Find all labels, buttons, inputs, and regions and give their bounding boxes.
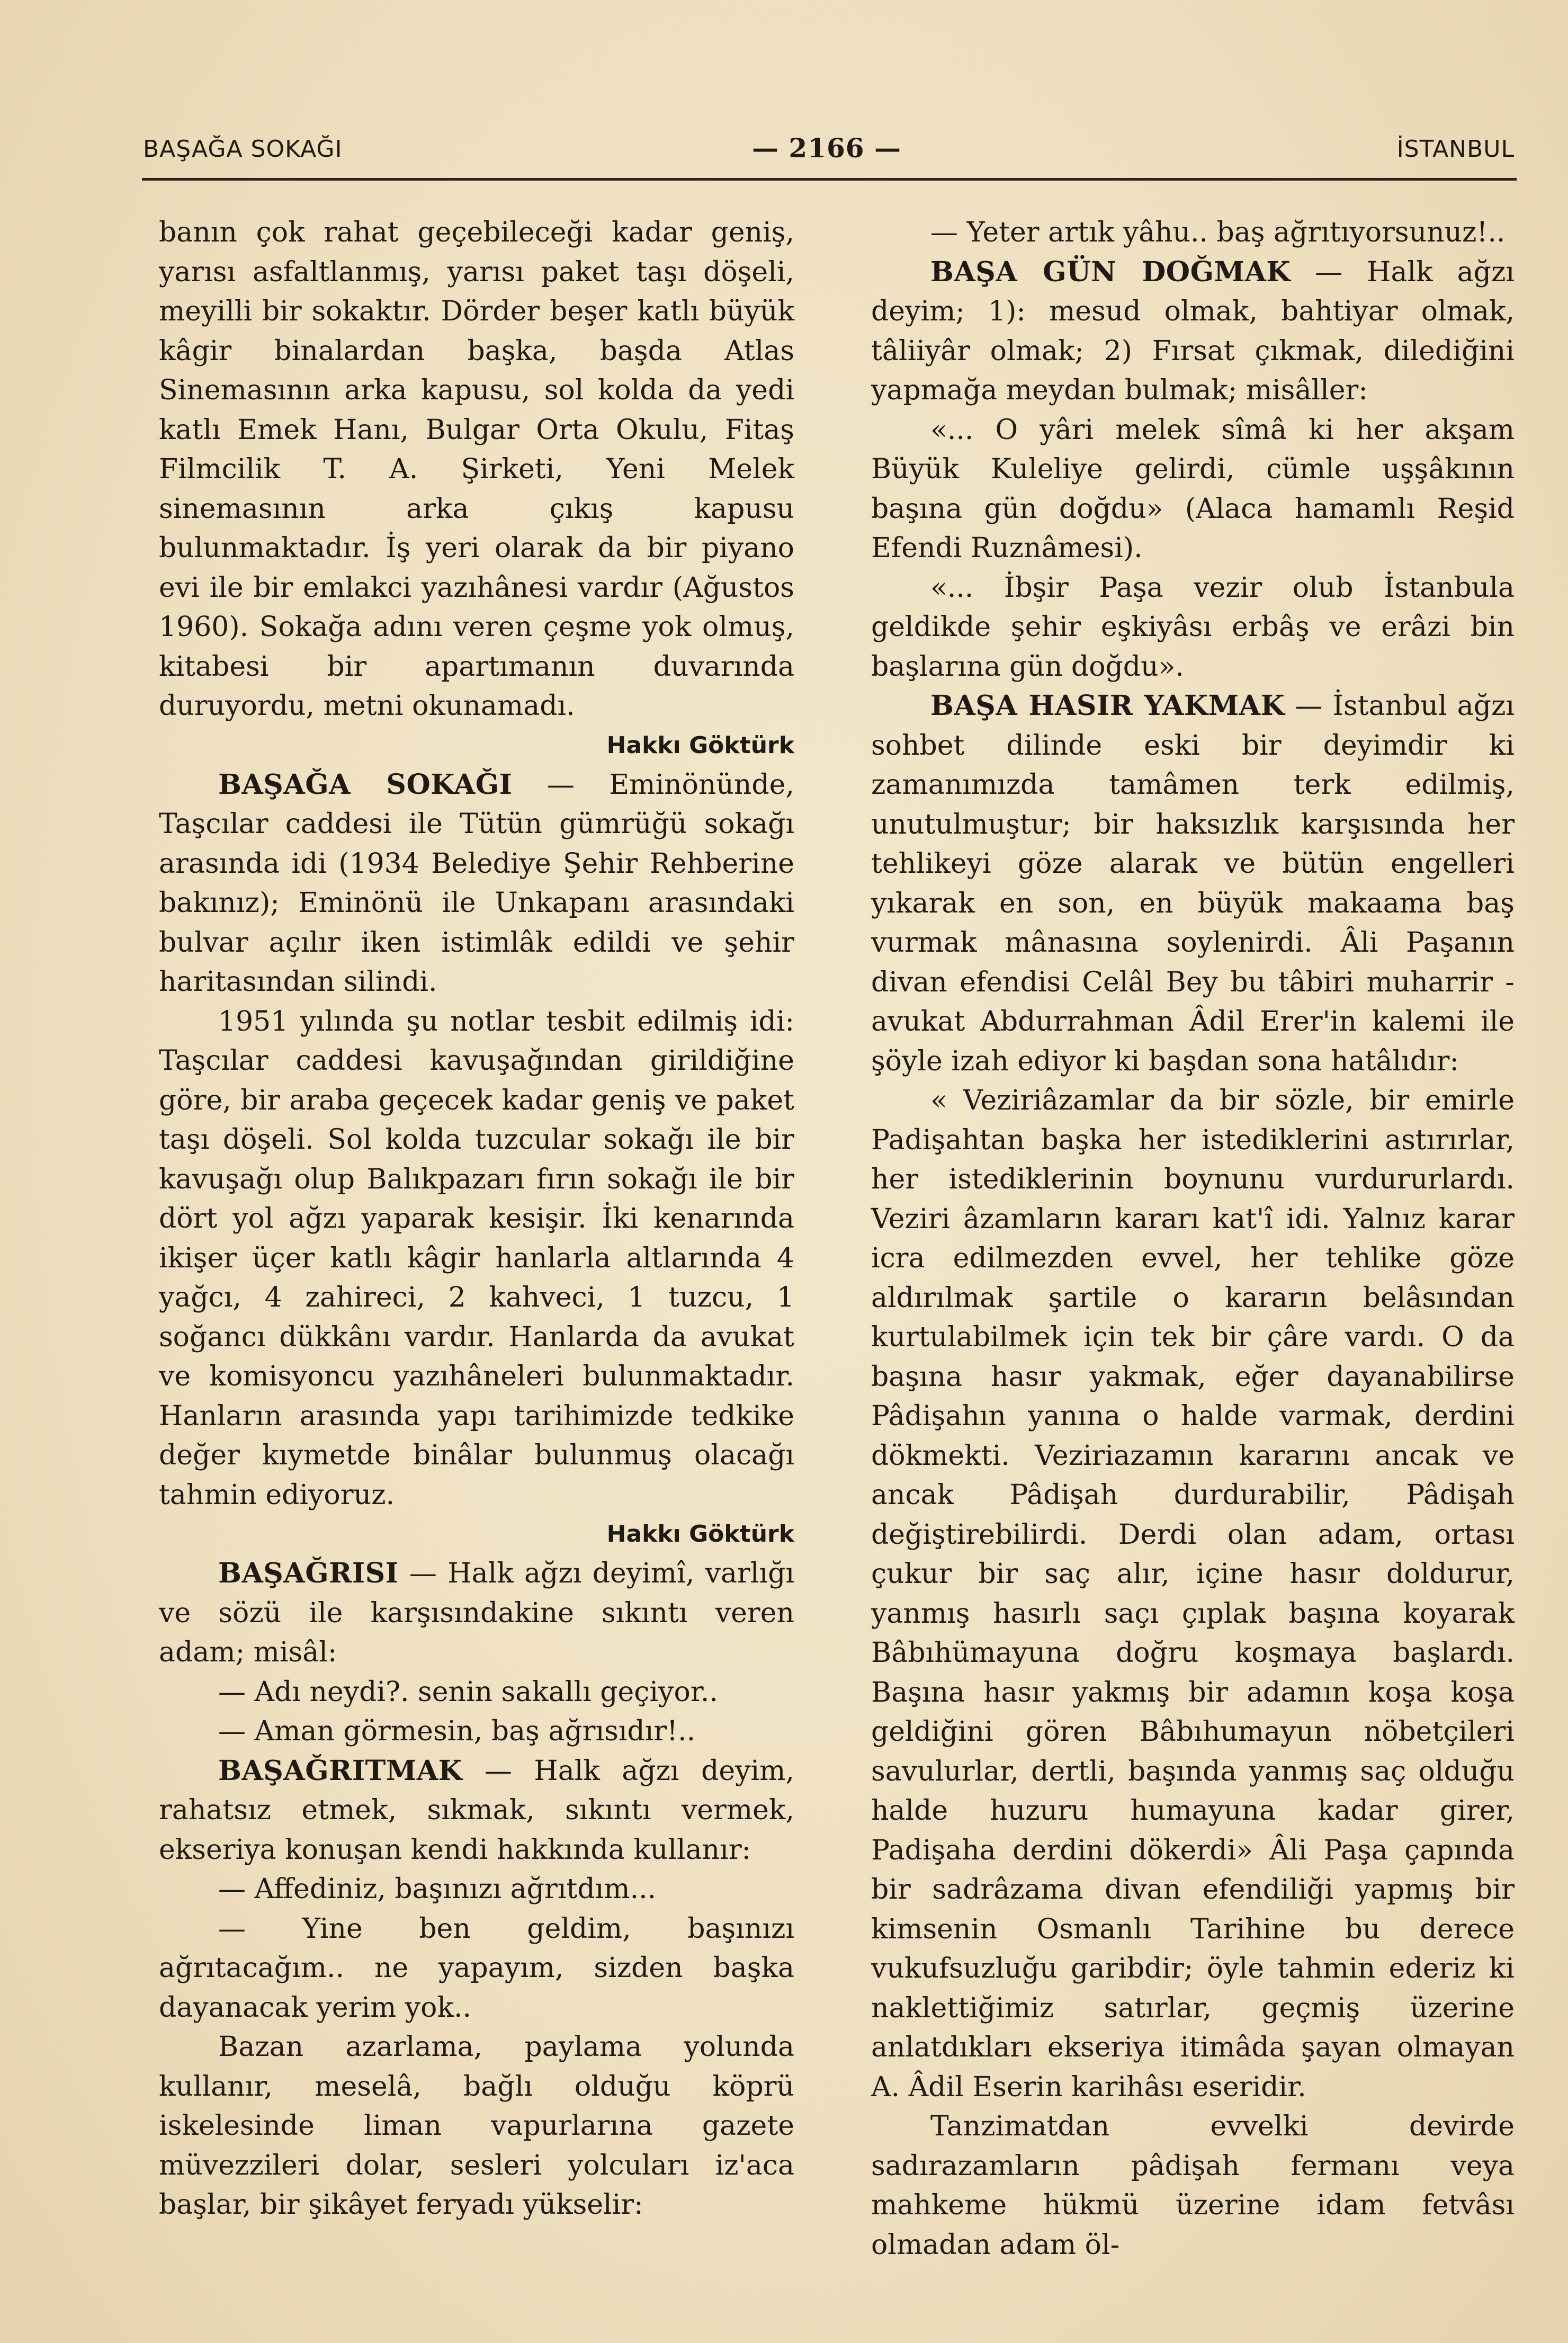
entry-basagritmak [159,1751,794,1870]
page-number: — 2166 — [752,132,901,164]
dialogue-line: — Affediniz, başınızı ağrıtdım... [218,1873,657,1905]
dialogue-line: — Yeter artık yâhu.. baş ağrıtıyorsunuz!.. [930,217,1506,248]
author-signature: Hakkı Göktürk [606,1521,794,1548]
entry-text: — Halk ağzı deyim, rahatsız etmek, sıkmak, sıkıntı vermek, ekseriya konuşan kendi hakkında kullanır: [159,1755,794,1866]
quotation: «... O yâri melek sîmâ ki her akşam Büyük Kuleliye gelirdi, cümle uşşâkının başına gün doğdu» (Alaca hamamlı Reşid Efendi Ruznâmesi). [871,414,1515,564]
dialogue-line: — Aman görmesin, baş ağrısıdır!.. [218,1715,696,1747]
author-signature: Hakkı Göktürk [606,731,794,759]
entry-basagrisi [159,1554,794,1673]
entry-basaga-sokagi [159,765,794,1002]
entry-basa-hasir-yakmak [871,686,1515,1081]
entry-text: — Halk ağzı deyim; 1): mesud olmak, bahtiyar olmak, tâliiyâr olmak; 2) Fırsat çıkmak, dilediğini yapmağa meydan bulmak; misâller: [871,256,1515,406]
entry-basa-gun-dogmak [871,253,1515,410]
dialogue-line: — Yine ben geldim, başınızı ağrıtacağım.. ne yapayım, sizden başka dayanacak yerim yok.. [159,1912,794,2024]
entry-text: — Eminönünde, Taşcılar caddesi ile Tütün gümrüğü sokağı arasında idi (1934 Belediye Şehir Rehberine bakınız); Eminönü ile Unkapanı arasındaki bulvar açılır iken istimlâk edildi ve şehir haritasından silindi. [159,768,794,998]
running-header [143,131,1515,174]
entry-term: BAŞAĞA SOKAĞI [218,768,513,801]
entry-term: BAŞAĞRISI [218,1557,399,1589]
header-rule [142,178,1517,181]
entry-text: — Halk ağzı deyimî, varlığı ve sözü ile karşısındakine sıkıntı veren adam; misâl: [159,1558,794,1668]
dialogue-line: — Adı neydi?. senin sakallı geçiyor.. [218,1676,718,1708]
quotation: « Veziriâzamlar da bir sözle, bir emirle Padişahtan başka her istediklerini astırırlar, her istediklerinin boynunu vurdururlardı. Veziri âzamların kararı kat'î idi. Yalnız karar icra edilmezden evvel, her tehlike göze aldırılmak şartile o kararın belâsından kurtulabilmek için tek bir çâre vardı. O da başına hasır yakmak, eğer dayanabilirse Pâdişahın yanına o halde varmak, derdini dökmekti. Veziriazamın kararını ancak ve ancak Pâdişah durdurabilir, Pâdişah değiştirebilirdi. Derdi olan adam, ortası çukur bir saç alır, içine hasır doldurur, yanmış hasırlı saçı çıplak başına koyarak Bâbıhümayuna doğru koşmaya başlardı. Başına hasır yakmış bir adamın koşa koşa geldiğini gören Bâbıhumayun nöbetçileri savulurlar, dertli, başında yanmış saç olduğu halde huzuru humayuna kadar girer, Padişaha derdini dökerdi» Âli Paşa çapında bir sadrâzama divan efendiliği yapmış bir kimsenin Osmanlı Tarihine bu derece vukufsuzluğu garibdir; öyle tahmin ederiz ki naklettiğimiz satırlar, geçmiş üzerine anlatdıkları ekseriya itimâda şayan olmayan A. Âdil Eserin karihâsı eseridir. [871,1085,1515,2103]
continued-paragraph: banın çok rahat geçebileceği kadar geniş, yarısı asfaltlanmış, yarısı paket taşı döşeli, meyilli bir sokaktır. Dörder beşer katlı büyük kâgir binalardan başka, başda Atlas Sinemasının arka kapusu, sol kolda da yedi katlı Emek Hanı, Bulgar Orta Okulu, Fitaş Filmcilik T. A. Şirketi, Yeni Melek sinemasının arka çıkış kapusu bulunmaktadır. İş yeri olarak da bir piyano evi ile bir emlakci yazıhânesi vardır (Ağustos 1960). Sokağa adını veren çeşme yok olmuş, kitabesi bir apartımanın duvarında duruyordu, metni okunamadı. [159,217,794,722]
entry-term: BAŞA GÜN DOĞMAK [930,255,1291,288]
entry-paragraph: Tanzimatdan evvelki devirde sadırazamların pâdişah fermanı veya mahkeme hükmü üzerine idam fetvâsı olmadan adam öl- [871,2111,1515,2261]
right-column [871,213,1515,2265]
entry-term: BAŞAĞRITMAK [218,1754,463,1787]
entry-text: — İstanbul ağzı sohbet dilinde eski bir deyimdir ki zamanımızda tamâmen terk edilmiş, unutulmuştur; bir haksızlık karşısında her tehlikeyi göze alarak ve bütün engelleri yıkarak en son, en büyük makaama baş vurmak mânasına soylenirdi. Âli Paşanın divan efendisi Celâl Bey bu tâbiri muharrir - avukat Abdurrahman Âdil Erer'in kalemi ile şöyle izah ediyor ki başdan sona hatâlıdır: [871,690,1515,1077]
header-title: BAŞAĞA SOKAĞI [143,136,343,163]
entry-term: BAŞA HASIR YAKMAK [930,690,1285,722]
quotation: «... İbşir Paşa vezir olub İstanbula geldikde şehir eşkiyâsı erbâş ve erâzi bin başlarına gün doğdu». [871,571,1515,683]
entry-paragraph: 1951 yılında şu notlar tesbit edilmiş idi: Taşcılar caddesi kavuşağından girildiğine göre, bir araba geçecek kadar geniş ve paket taşı döşeli. Sol kolda tuzcular sokağı ile bir kavuşağı olup Balıkpazarı fırın sokağı ile bir dört yol ağzı yaparak kesişir. İki kenarında ikişer üçer katlı kâgir hanlarla altlarında 4 yağcı, 4 zahireci, 2 kahveci, 1 tuzcu, 1 soğancı dükkânı vardır. Hanlarda da avukat ve komisyoncu yazıhâneleri bulunmaktadır. Hanların arasında yapı tarihimizde tedkike değer kıymetde binâlar bulunmuş olacağı tahmin ediyoruz. [159,1005,794,1511]
entry-paragraph: Bazan azarlama, paylama yolunda kullanır, meselâ, bağlı olduğu köprü iskelesinde liman vapurlarına gazete müvezzileri dolar, sesleri yolcuları iz'aca başlar, bir şikâyet feryadı yükselir: [159,2031,794,2221]
header-section: İSTANBUL [1396,136,1515,163]
left-column [159,213,794,2225]
